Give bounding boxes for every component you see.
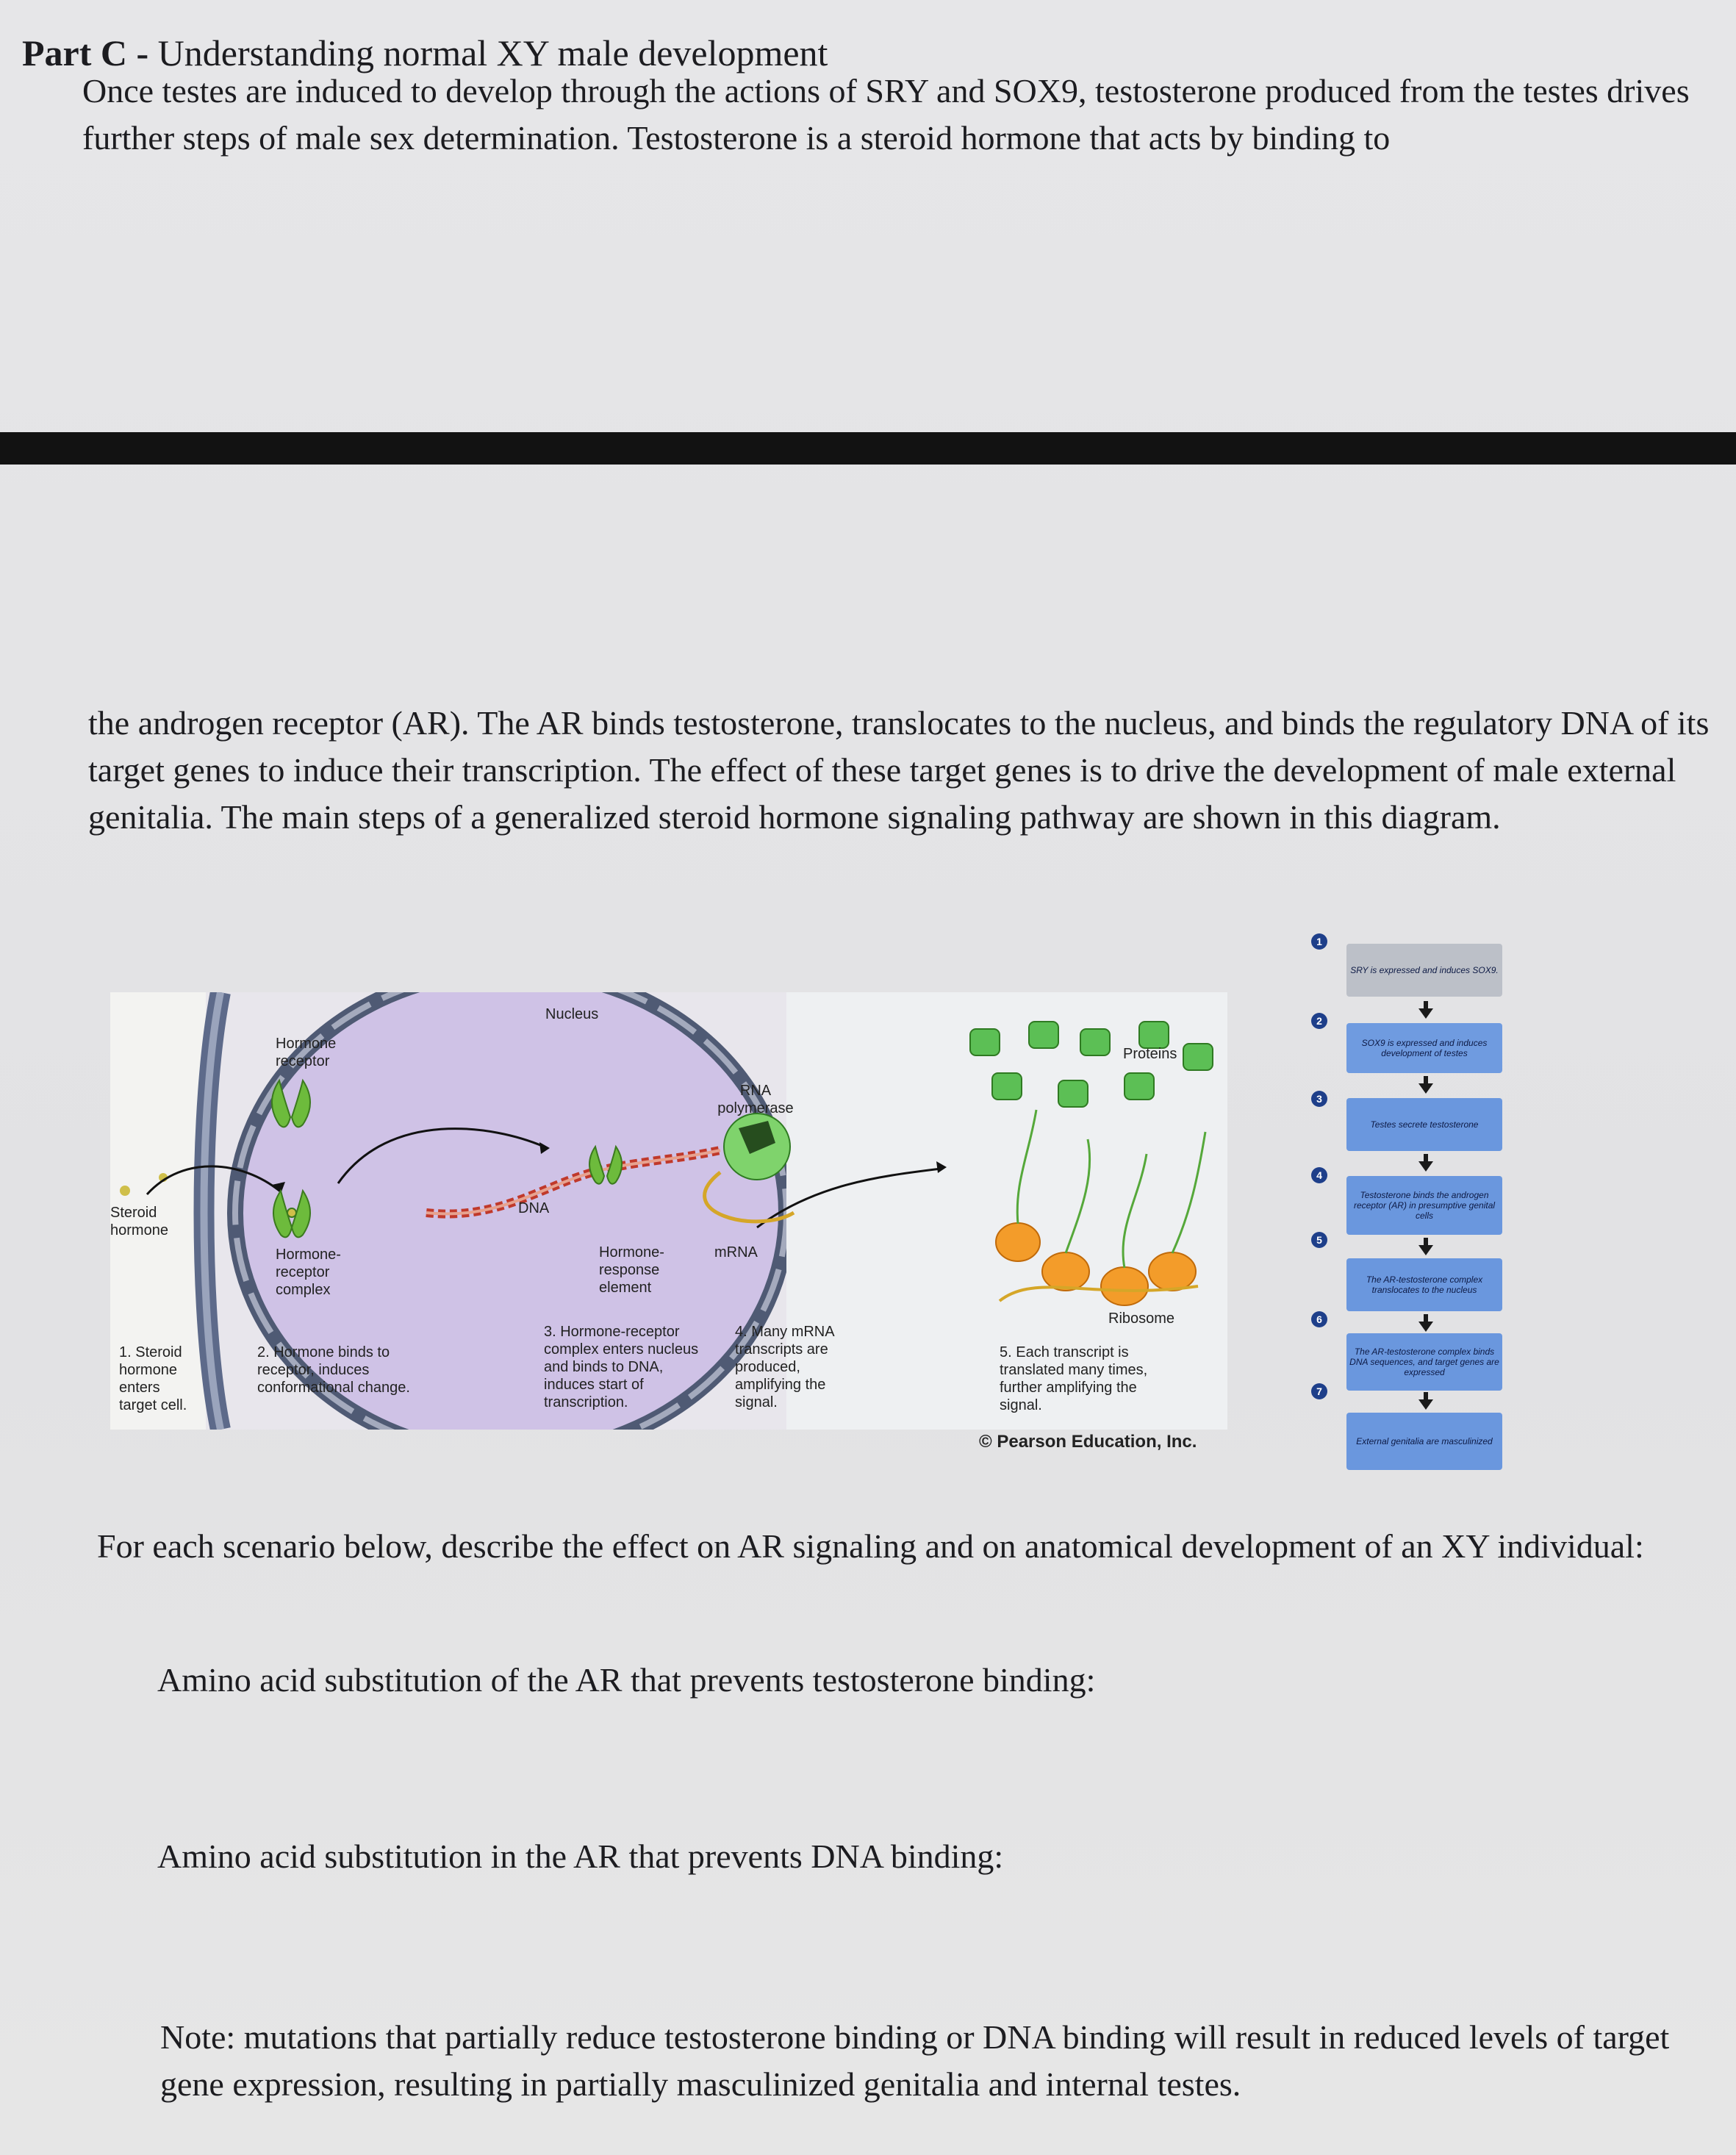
rna-polymerase-label: RNA polymerase bbox=[717, 1083, 794, 1116]
male-development-flowchart bbox=[1308, 925, 1529, 1476]
step-number-3: 3 bbox=[1311, 1091, 1327, 1107]
intro-paragraph: Once testes are induced to develop through the actions of SRY and SOX9, testosterone produced from the testes drives further steps of male sex determination. Testosterone is a steroid hormone that acts by binding to bbox=[82, 72, 1690, 157]
copyright-credit: © Pearson Education, Inc. bbox=[979, 1432, 1197, 1452]
nucleus-label: Nucleus bbox=[545, 1006, 599, 1022]
flowchart-step-3: Testes secrete testosterone bbox=[1346, 1098, 1502, 1151]
flowchart-step-2: SOX9 is expressed and induces development of testes bbox=[1346, 1023, 1502, 1073]
flowchart-step-6: The AR-testosterone complex binds DNA sequences, and target genes are expressed bbox=[1346, 1333, 1502, 1391]
question-dna-binding: Amino acid substitution in the AR that prevents DNA binding: bbox=[157, 1837, 1004, 1875]
ribosome-label: Ribosome bbox=[1108, 1310, 1175, 1327]
scenario-instructions: For each scenario below, describe the effect on AR signaling and on anatomical development of an XY individual: bbox=[97, 1527, 1644, 1565]
page-divider bbox=[0, 432, 1736, 465]
flow-arrow-head-2 bbox=[1418, 1083, 1433, 1094]
step-number-2: 2 bbox=[1311, 1013, 1327, 1029]
flow-arrow-head-3 bbox=[1418, 1161, 1433, 1172]
flowchart-step-5: The AR-testosterone complex translocates to the nucleus bbox=[1346, 1258, 1502, 1311]
flowchart-step-7: External genitalia are masculinized bbox=[1346, 1413, 1502, 1470]
step4-caption: 4. Many mRNA transcripts are produced, amplifying the signal. bbox=[735, 1324, 834, 1410]
question-testosterone-binding: Amino acid substitution of the AR that prevents testosterone binding: bbox=[157, 1661, 1096, 1699]
flowchart-step-1: SRY is expressed and induces SOX9. bbox=[1346, 944, 1502, 997]
flow-arrow-head-4 bbox=[1418, 1245, 1433, 1255]
flow-arrow-head-1 bbox=[1418, 1008, 1433, 1019]
steroid-hormone-label: Steroid hormone bbox=[110, 1205, 168, 1238]
step5-caption: 5. Each transcript is translated many times, further amplifying the signal. bbox=[1000, 1344, 1148, 1413]
continued-paragraph: the androgen receptor (AR). The AR binds testosterone, translocates to the nucleus, and binds the regulatory DNA of its target genes to induce their transcription. The effect of these target genes is to drive the development of male external genitalia. The main steps of a generalized steroid hormone signaling pathway are shown in this diagram. bbox=[88, 704, 1710, 836]
flowchart-step-4: Testosterone binds the androgen receptor (AR) in presumptive genital cells bbox=[1346, 1176, 1502, 1235]
proteins-label: Proteins bbox=[1123, 1046, 1177, 1062]
step-number-7: 7 bbox=[1311, 1383, 1327, 1399]
step-number-4: 4 bbox=[1311, 1167, 1327, 1183]
mrna-label: mRNA bbox=[714, 1244, 758, 1261]
steroid-signaling-diagram bbox=[110, 992, 1227, 1452]
note-paragraph: Note: mutations that partially reduce testosterone binding or DNA binding will result in reduced levels of target gene expression, resulting in partially masculinized genitalia and internal testes. bbox=[160, 2018, 1670, 2103]
rna-polymerase-shape bbox=[724, 1114, 790, 1180]
hormone-receptor-label: Hormone receptor bbox=[276, 1036, 337, 1069]
step-number-6: 6 bbox=[1311, 1311, 1327, 1327]
part-title: Understanding normal XY male development bbox=[157, 32, 828, 73]
step3-caption: 3. Hormone-receptor complex enters nucleus and binds to DNA, induces start of transcription. bbox=[544, 1324, 699, 1410]
step2-caption: 2. Hormone binds to receptor, induces conformational change. bbox=[257, 1344, 410, 1396]
hormone-response-element-label: Hormone-response element bbox=[599, 1244, 664, 1296]
step1-caption: 1. Steroid hormone enters target cell. bbox=[119, 1344, 187, 1413]
flow-arrow-head-6 bbox=[1418, 1399, 1433, 1410]
flow-arrow-head-5 bbox=[1418, 1322, 1433, 1332]
hormone-receptor-complex-label: Hormone-receptor complex bbox=[276, 1247, 341, 1298]
step-number-1: 1 bbox=[1311, 933, 1327, 950]
step-number-5: 5 bbox=[1311, 1232, 1327, 1248]
dna-label: DNA bbox=[518, 1200, 550, 1216]
part-label: Part C - bbox=[22, 32, 149, 73]
